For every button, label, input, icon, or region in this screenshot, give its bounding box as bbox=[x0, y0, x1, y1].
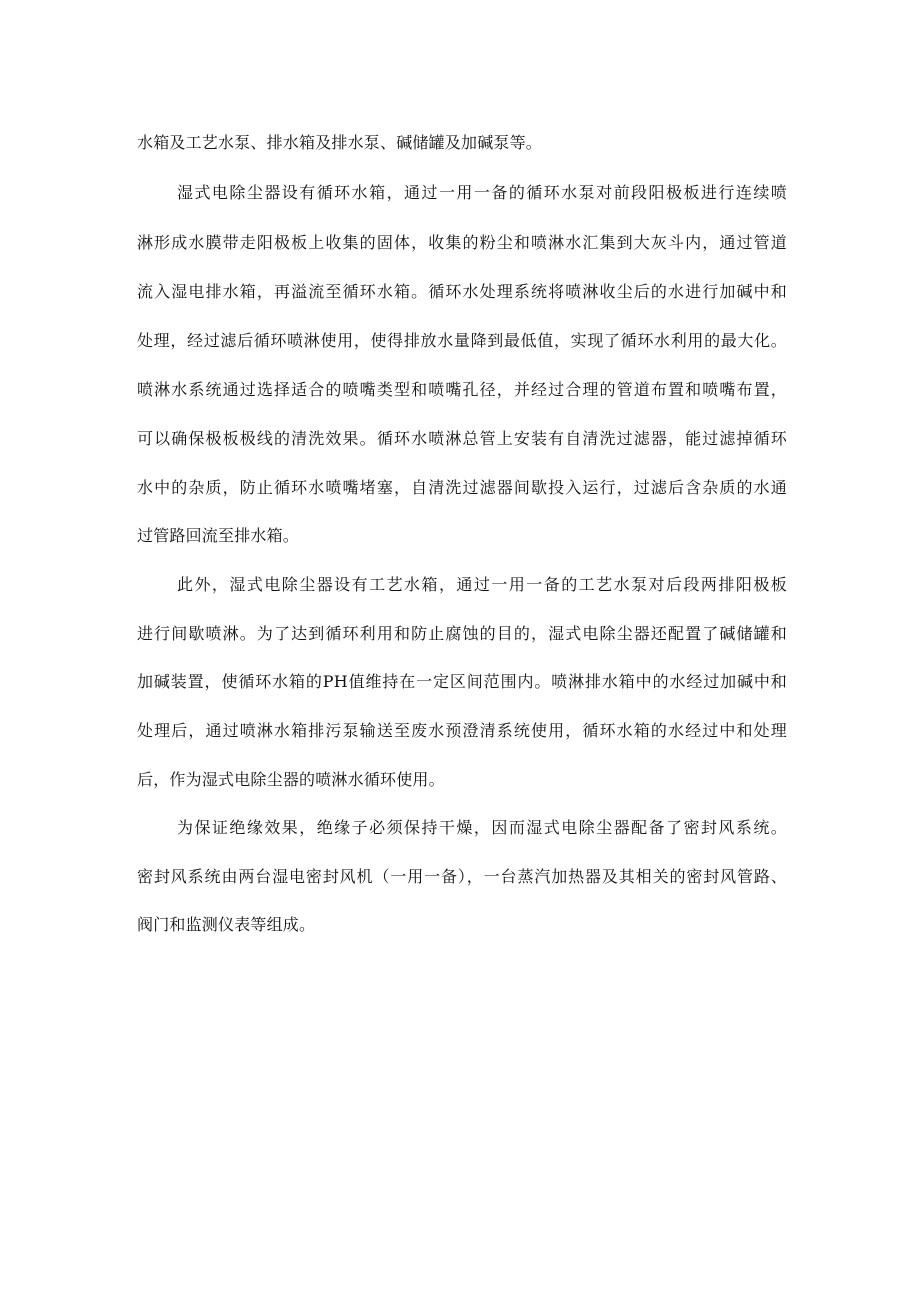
paragraph-first-line: 为保证绝缘效果，绝缘子必须保持干燥，因而湿式电除尘器配备了密封风系统。 bbox=[177, 818, 787, 837]
text-line: 水中的杂质，防止循环水喷嘴堵塞，自清洗过滤器间歇投入运行，过滤后含杂质的水通 bbox=[137, 478, 787, 497]
text-line: 阀门和监测仪表等组成。 bbox=[137, 915, 316, 934]
text-line: 淋形成水膜带走阳极板上收集的固体，收集的粉尘和喷淋水汇集到大灰斗内，通过管道 bbox=[137, 233, 787, 252]
paragraph-first-line: 湿式电除尘器设有循环水箱，通过一用一备的循环水泵对前段阳极板进行连续喷 bbox=[177, 183, 787, 202]
text-line: 喷淋水系统通过选择适合的喷嘴类型和喷嘴孔径，并经过合理的管道布置和喷嘴布置， bbox=[137, 380, 787, 399]
text-line: 加碱装置，使循环水箱的PH值维持在一定区间范围内。喷淋排水箱中的水经过加碱中和 bbox=[137, 672, 787, 691]
text-line: 水箱及工艺水泵、排水箱及排水泵、碱储罐及加碱泵等。 bbox=[137, 133, 543, 152]
paragraph-first-line: 此外，湿式电除尘器设有工艺水箱，通过一用一备的工艺水泵对后段两排阳极板 bbox=[177, 575, 787, 594]
text-line: 进行间歇喷淋。为了达到循环利用和防止腐蚀的目的，湿式电除尘器还配置了碱储罐和 bbox=[137, 624, 787, 643]
text-line: 过管路回流至排水箱。 bbox=[137, 526, 300, 545]
text-line: 处理，经过滤后循环喷淋使用，使得排放水量降到最低值，实现了循环水利用的最大化。 bbox=[137, 331, 787, 350]
text-line: 密封风系统由两台湿电密封风机（一用一备），一台蒸汽加热器及其相关的密封风管路、 bbox=[137, 867, 787, 886]
text-line: 处理后，通过喷淋水箱排污泵输送至废水预澄清系统使用，循环水箱的水经过中和处理 bbox=[137, 721, 787, 740]
text-line: 可以确保极板极线的清洗效果。循环水喷淋总管上安装有自清洗过滤器，能过滤掉循环 bbox=[137, 429, 787, 448]
text-line: 后，作为湿式电除尘器的喷淋水循环使用。 bbox=[137, 770, 445, 789]
text-line: 流入湿电排水箱，再溢流至循环水箱。循环水处理系统将喷淋收尘后的水进行加碱中和 bbox=[137, 282, 787, 301]
